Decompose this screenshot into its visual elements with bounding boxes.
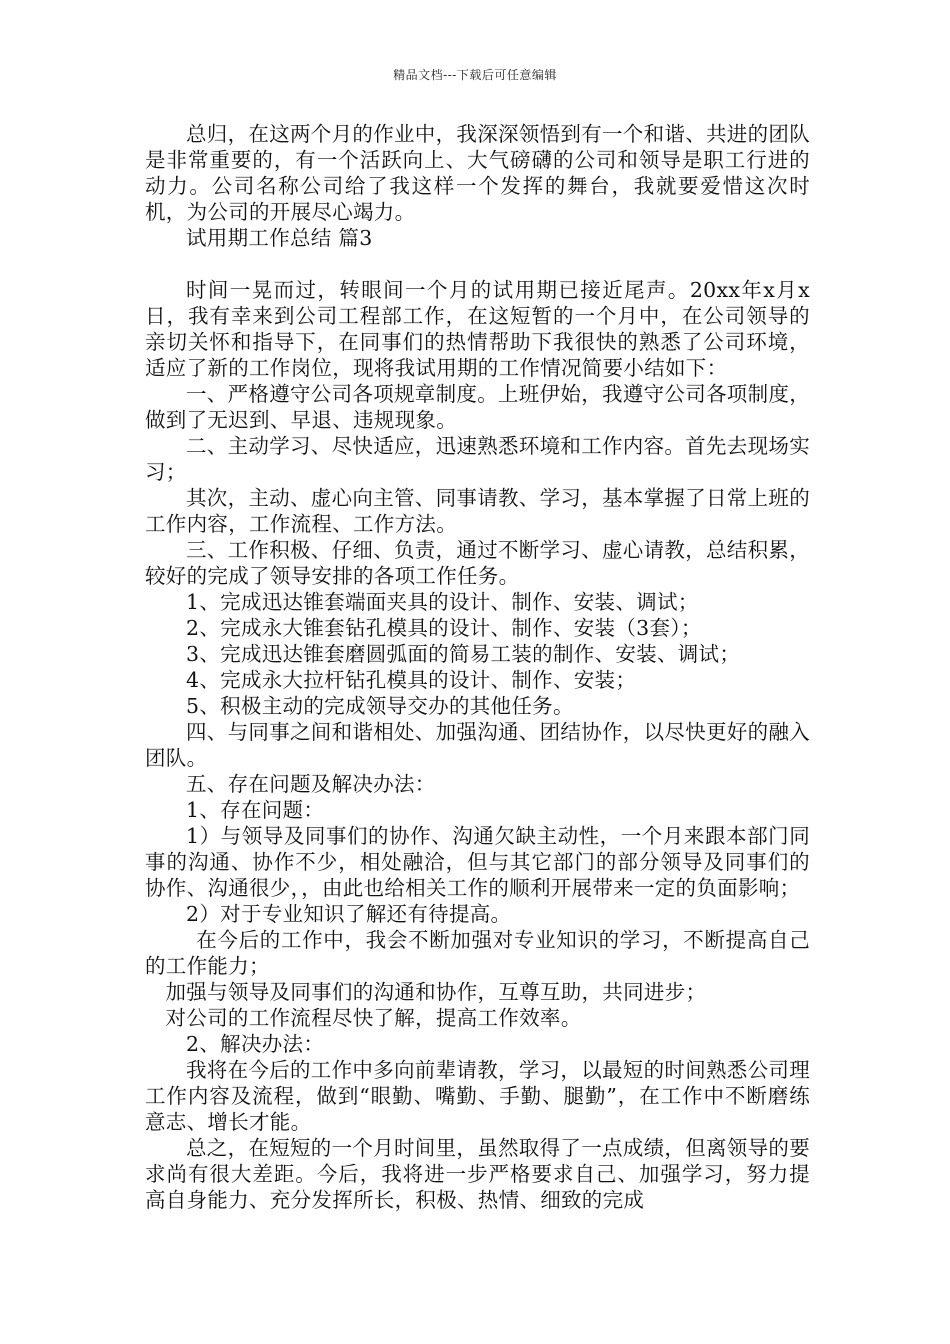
paragraph-intro: 时间一晃而过，转眼间一个月的试用期已接近尾声。20xx年x月x日，我有幸来到公司工程部工作，在这短暂的一个月中，在公司领导的亲切关怀和指导下，在同事们的热情帮助下我很快的熟悉了公司环境，适应了新的工作岗位，现将我试用期的工作情况简要小结如下： [145, 278, 810, 380]
paragraph-solution: 我将在今后的工作中多向前辈请教，学习，以最短的时间熟悉公司理工作内容及流程，做到“眼勤、嘴勤、手勤、腿勤”，在工作中不断磨练意志、增长才能。 [145, 1058, 810, 1134]
paragraph-future-2: 加强与领导及同事们的沟通和协作，互尊互助，共同进步； [165, 980, 707, 1004]
paragraph-summary: 总归，在这两个月的作业中，我深深领悟到有一个和谐、共进的团队是非常重要的，有一个活跃向上、大气磅礴的公司和领导是职工行进的动力。公司名称公司给了我这样一个发挥的舞台，我就要爱惜这次时机，为公司的开展尽心竭力。 [145, 122, 810, 224]
list-item-task-1: 1、完成迅达锥套端面夹具的设计、制作、安装、调试； [186, 590, 699, 614]
paragraph-point-4: 四、与同事之间和谐相处、加强沟通、团结协作，以尽快更好的融入团队。 [145, 720, 810, 770]
list-item-task-5: 5、积极主动的完成领导交办的其他任务。 [186, 694, 574, 718]
subheading-solutions: 2、解决办法： [186, 1032, 325, 1056]
subheading-problems: 1、存在问题： [186, 798, 325, 822]
paragraph-conclusion: 总之，在短短的一个月时间里，虽然取得了一点成绩，但离领导的要求尚有很大差距。今后，我将进一步严格要求自己、加强学习，努力提高自身能力、充分发挥所长，积极、热情、细致的完成 [145, 1136, 810, 1212]
list-item-task-4: 4、完成永大拉杆钻孔模具的设计、制作、安装； [186, 668, 637, 692]
paragraph-future-1: 在今后的工作中，我会不断加强对专业知识的学习，不断提高自己的工作能力； [145, 928, 810, 978]
section-title: 试用期工作总结 篇3 [186, 226, 373, 250]
paragraph-point-5: 五、存在问题及解决办法： [186, 772, 436, 796]
paragraph-future-3: 对公司的工作流程尽快了解，提高工作效率。 [165, 1006, 582, 1030]
paragraph-problem-1: 1）与领导及同事们的协作、沟通欠缺主动性，一个月来跟本部门同事的沟通、协作不少，相处融洽，但与其它部门的部分领导及同事们的协作、沟通很少，，由此也给相关工作的顺利开展带来一定的负面影响； [145, 824, 810, 900]
paragraph-point-1: 一、严格遵守公司各项规章制度。上班伊始，我遵守公司各项制度，做到了无迟到、早退、违规现象。 [145, 382, 810, 432]
paragraph-point-2: 二、主动学习、尽快适应，迅速熟悉环境和工作内容。首先去现场实习； [145, 434, 810, 484]
paragraph-problem-2: 2）对于专业知识了解还有待提高。 [186, 902, 512, 926]
page-header: 精品文档---下载后可任意编辑 [393, 68, 557, 82]
list-item-task-3: 3、完成迅达锥套磨圆弧面的简易工装的制作、安装、调试； [186, 642, 741, 666]
paragraph-point-2-cont: 其次，主动、虚心向主管、同事请教、学习，基本掌握了日常上班的工作内容，工作流程、工作方法。 [145, 486, 810, 536]
document-body [145, 121, 810, 1213]
list-item-task-2: 2、完成永大锥套钻孔模具的设计、制作、安装（3套）； [186, 616, 702, 640]
paragraph-point-3: 三、工作积极、仔细、负责，通过不断学习、虚心请教，总结积累，较好的完成了领导安排的各项工作任务。 [145, 538, 810, 588]
